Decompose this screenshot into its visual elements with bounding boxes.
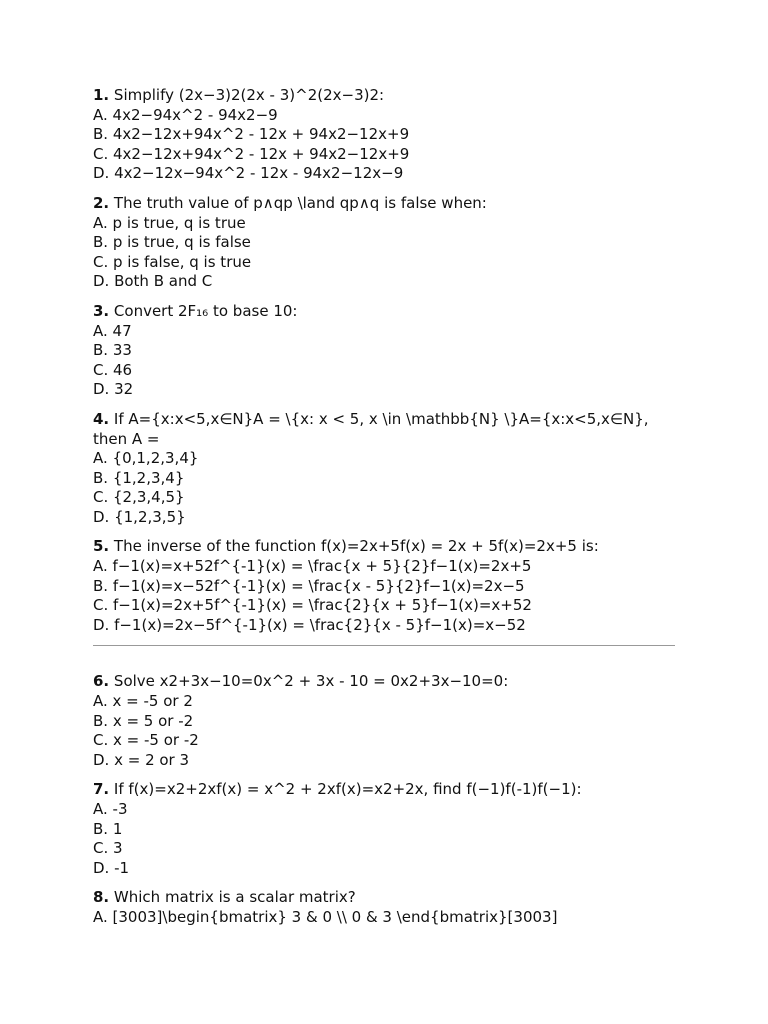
question-prompt: The inverse of the function f(x)=2x+5f(x) = 2x + 5f(x)=2x+5 is: xyxy=(113,537,599,556)
option-a: A. f−1(x)=x+52f^{-1}(x) = \frac{x + 5}{2}f−1(x)=2x+5 xyxy=(93,557,532,576)
option-c: C. p is false, q is true xyxy=(93,252,252,271)
option-d: D. f−1(x)=2x−5f^{-1}(x) = \frac{2}{x - 5}f−1(x)=x−52 xyxy=(93,615,526,634)
option-a: A. {0,1,2,3,4} xyxy=(93,449,199,468)
option-d: D. 32 xyxy=(93,380,134,399)
option-a: A. 4x2−94x^2 - 94x2−9 xyxy=(93,105,278,124)
question-text xyxy=(93,86,678,106)
option-b: B. f−1(x)=x−52f^{-1}(x) = \frac{x - 5}{2}f−1(x)=2x−5 xyxy=(93,576,525,595)
question-6 xyxy=(93,672,678,770)
question-number: 1. xyxy=(93,86,110,104)
option-a: A. p is true, q is true xyxy=(93,213,246,232)
question-3 xyxy=(93,302,678,400)
option-a: A. 47 xyxy=(93,321,132,340)
option-b: B. 1 xyxy=(93,819,123,838)
option-b: B. x = 5 or -2 xyxy=(93,711,194,730)
option-a: A. x = -5 or 2 xyxy=(93,692,193,711)
option-b: B. 4x2−12x+94x^2 - 12x + 94x2−12x+9 xyxy=(93,125,410,144)
question-prompt: If A={x:x<5,x∈N}A = \{x: x < 5, x \in \mathbb{N} \}A={x:x<5,x∈N}, then A = xyxy=(93,409,649,448)
question-prompt: Solve x2+3x−10=0x^2 + 3x - 10 = 0x2+3x−10=0: xyxy=(113,672,509,691)
question-prompt: Simplify (2x−3)2(2x - 3)^2(2x−3)2: xyxy=(113,86,385,104)
option-b: B. {1,2,3,4} xyxy=(93,468,185,487)
question-text xyxy=(93,780,678,800)
option-b: B. p is true, q is false xyxy=(93,233,251,252)
question-2 xyxy=(93,194,678,292)
question-text xyxy=(93,672,678,692)
question-text xyxy=(93,888,678,908)
question-4 xyxy=(93,410,678,528)
option-c: C. f−1(x)=2x+5f^{-1}(x) = \frac{2}{x + 5}f−1(x)=x+52 xyxy=(93,596,532,615)
question-prompt: The truth value of p∧qp \land qp∧q is false when: xyxy=(113,193,487,212)
question-text xyxy=(93,410,678,449)
question-5 xyxy=(93,537,678,635)
question-number: 6. xyxy=(93,672,110,691)
option-d: D. {1,2,3,5} xyxy=(93,507,186,526)
question-prompt: Convert 2F₁₆ to base 10: xyxy=(113,301,298,320)
option-c: C. {2,3,4,5} xyxy=(93,488,185,507)
question-8 xyxy=(93,888,678,927)
question-prompt: Which matrix is a scalar matrix? xyxy=(113,888,356,907)
question-prompt: If f(x)=x2+2xf(x) = x^2 + 2xf(x)=x2+2x, find f(−1)f(-1)f(−1): xyxy=(113,780,582,799)
option-d: D. Both B and C xyxy=(93,272,213,291)
question-number: 8. xyxy=(93,888,110,907)
question-text xyxy=(93,302,678,322)
question-number: 7. xyxy=(93,780,110,799)
question-number: 3. xyxy=(93,301,110,320)
option-c: C. 3 xyxy=(93,839,123,858)
question-number: 2. xyxy=(93,193,110,212)
question-1 xyxy=(93,86,678,184)
question-7 xyxy=(93,780,678,878)
option-d: D. 4x2−12x−94x^2 - 12x - 94x2−12x−9 xyxy=(93,164,404,183)
question-text xyxy=(93,194,678,214)
question-number: 5. xyxy=(93,537,110,556)
option-c: C. x = -5 or -2 xyxy=(93,731,199,750)
option-a: A. [3003]\begin{bmatrix} 3 & 0 \\ 0 & 3 \end{bmatrix}[3003] xyxy=(93,907,558,926)
option-a: A. -3 xyxy=(93,800,128,818)
option-c: C. 4x2−12x+94x^2 - 12x + 94x2−12x+9 xyxy=(93,144,410,163)
option-d: D. x = 2 or 3 xyxy=(93,750,190,769)
option-d: D. -1 xyxy=(93,858,130,877)
question-text xyxy=(93,537,678,557)
option-c: C. 46 xyxy=(93,360,133,379)
option-b: B. 33 xyxy=(93,341,132,360)
section-divider xyxy=(93,645,675,646)
question-number: 4. xyxy=(93,409,110,428)
